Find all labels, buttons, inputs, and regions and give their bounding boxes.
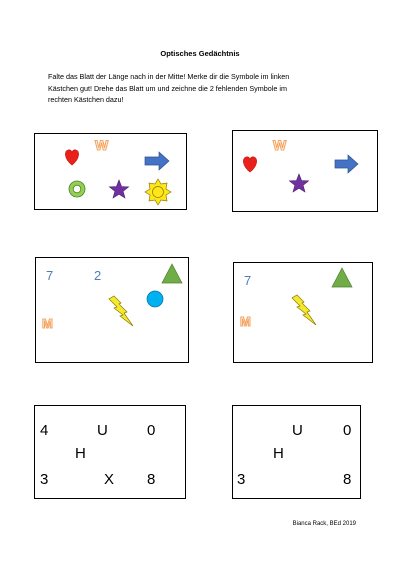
number-seven: 7	[46, 268, 54, 283]
instruction-line: Kästchen gut! Drehe das Blatt um und zeichne die 2 fehlenden Symbole im	[48, 83, 287, 93]
instruction-line: Falte das Blatt der Länge nach in der Mitte! Merke dir die Symbole im linken	[48, 72, 290, 81]
lightning-icon	[109, 296, 133, 326]
star-icon	[289, 174, 308, 192]
char-3: 3	[40, 471, 49, 488]
char-h: H	[75, 445, 86, 462]
box-row2-left	[35, 257, 189, 363]
char-4: 4	[40, 422, 49, 439]
char-h: H	[273, 445, 284, 462]
circle-icon	[147, 291, 163, 307]
char-0: 0	[147, 422, 156, 439]
page-title: Optisches Gedächtnis	[160, 49, 240, 58]
heart-icon	[65, 150, 78, 165]
letter-w: W	[95, 137, 109, 153]
row1-right-symbols	[233, 131, 377, 211]
char-u: U	[292, 422, 303, 439]
box-row1-right	[232, 130, 378, 212]
row2-left-symbols	[36, 258, 188, 362]
triangle-icon	[332, 268, 352, 287]
box-row3-left	[34, 405, 186, 499]
char-8: 8	[147, 471, 156, 488]
number-seven: 7	[244, 273, 252, 288]
lightning-icon	[292, 295, 316, 325]
sun-icon	[145, 179, 171, 205]
row1-left-symbols	[35, 134, 186, 209]
arrow-right-icon	[145, 152, 169, 170]
star-icon	[109, 180, 128, 198]
credit-line: Bianca Rack, BEd 2019	[292, 521, 356, 527]
triangle-icon	[162, 264, 182, 283]
char-x: X	[104, 471, 115, 488]
instruction-line: rechten Kästchen dazu!	[48, 95, 124, 104]
box-row2-right	[233, 262, 373, 363]
box-row3-right	[232, 405, 361, 499]
instructions	[48, 71, 348, 106]
number-two: 2	[94, 268, 102, 283]
heart-icon	[243, 157, 256, 172]
char-8: 8	[343, 471, 352, 488]
letter-w: W	[273, 137, 287, 153]
letter-m: M	[42, 316, 53, 331]
char-3: 3	[237, 471, 246, 488]
ring-hole	[73, 185, 81, 193]
char-u: U	[97, 422, 108, 439]
row2-right-symbols	[234, 263, 372, 362]
arrow-right-icon	[335, 155, 358, 173]
box-row1-left	[34, 133, 187, 210]
char-0: 0	[343, 422, 352, 439]
letter-m: M	[240, 314, 251, 329]
